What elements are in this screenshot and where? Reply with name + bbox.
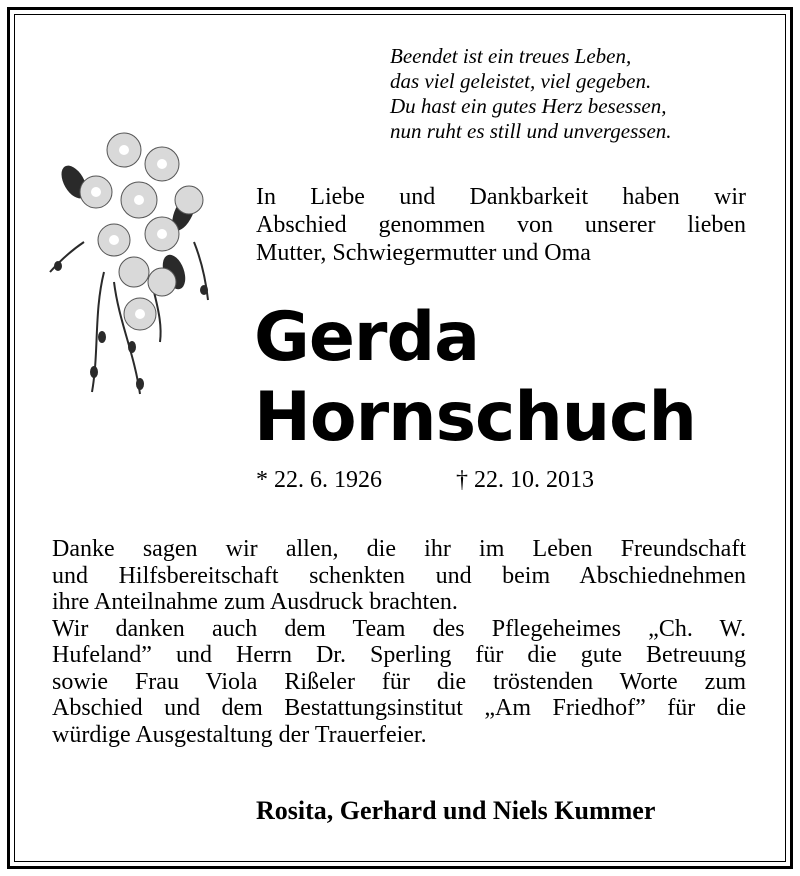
last-name: Hornschuch [254, 378, 696, 457]
poem-line: nun ruht es still und unvergessen. [390, 119, 672, 143]
thanks-line: Danke sagen wir allen, die ihr im Leben Freundschaft [52, 536, 746, 562]
thanks-text [52, 536, 746, 748]
poem-line: das viel geleistet, viel gegeben. [390, 69, 652, 93]
thanks-line: Wir danken auch dem Team des Pflegeheimes „Ch. W. [52, 615, 746, 642]
intro-text [256, 183, 746, 267]
poem-line: Du hast ein gutes Herz besessen, [390, 94, 667, 118]
intro-line: Mutter, Schwiegermutter und Oma [256, 240, 591, 266]
signature: Rosita, Gerhard und Niels Kummer [256, 796, 656, 825]
death-date: † 22. 10. 2013 [456, 467, 594, 493]
thanks-line: sowie Frau Viola Rißeler für die tröstenden Worte zum [52, 668, 746, 695]
birth-date: * 22. 6. 1926 [256, 467, 382, 493]
deceased-name [254, 298, 774, 458]
thanks-line: ihre Anteilnahme zum Ausdruck brachten. [52, 589, 458, 615]
thanks-line: Hufeland” und Herrn Dr. Sperling für die gute Betreuung [52, 642, 746, 668]
life-dates [256, 466, 736, 494]
poem [390, 44, 760, 144]
first-name: Gerda [254, 298, 480, 377]
intro-line: Abschied genommen von unserer lieben [256, 212, 746, 238]
thanks-line: und Hilfsbereitschaft schenkten und beim Abschiednehmen [52, 562, 746, 589]
intro-line: In Liebe und Dankbarkeit haben wir [256, 184, 746, 210]
poem-line: Beendet ist ein treues Leben, [390, 44, 632, 68]
orchid-bouquet-image [44, 122, 216, 410]
thanks-line: würdige Ausgestaltung der Trauerfeier. [52, 721, 427, 748]
thanks-line: Abschied und dem Bestattungsinstitut „Am Friedhof” für die [52, 695, 746, 721]
